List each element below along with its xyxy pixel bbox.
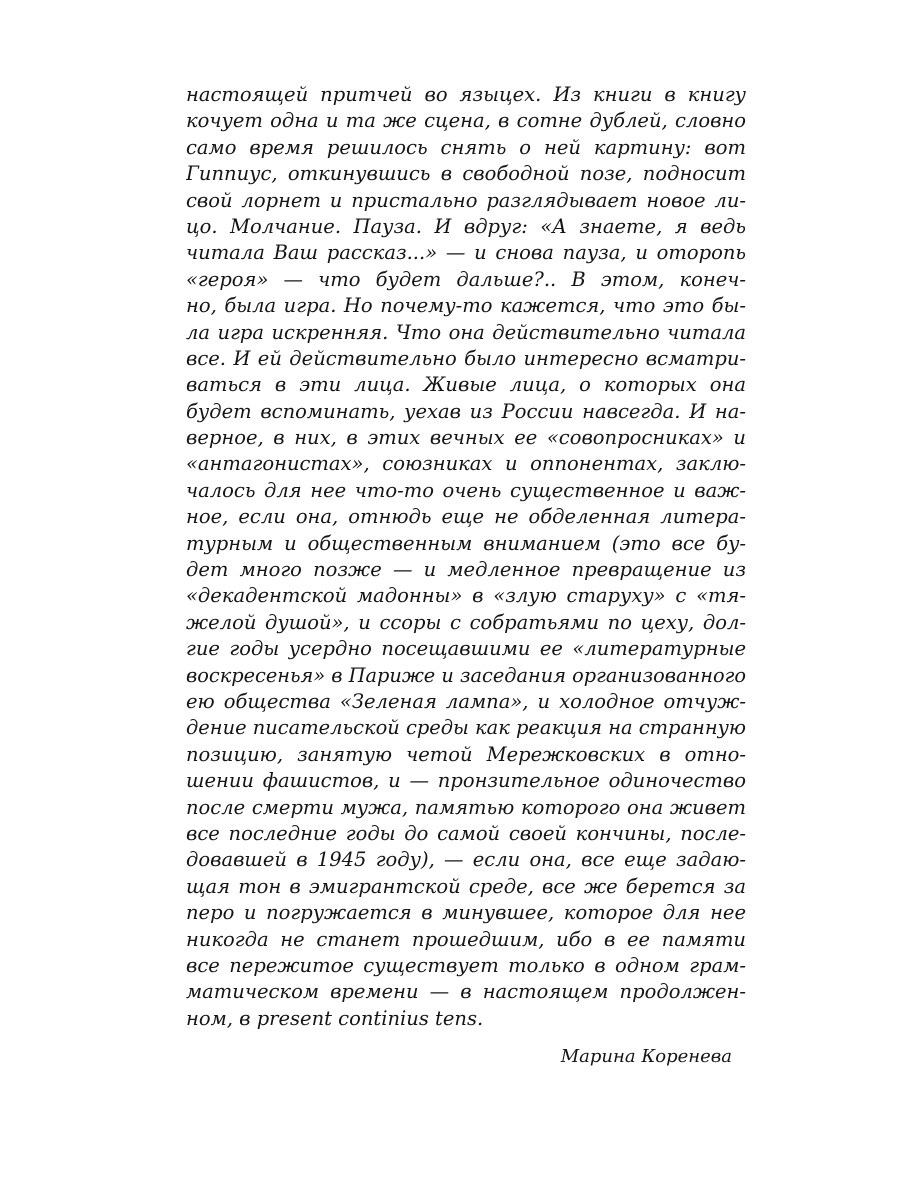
body-text: [186, 82, 746, 1032]
text-line: ею общества «Зеленая лампа», и холодное отчуж-: [186, 689, 746, 713]
text-line: «антагонистах», союзниках и оппонентах, заклю-: [186, 452, 746, 476]
text-line: матическом времени — в настоящем продолжен-: [186, 980, 746, 1004]
text-line: желой душой», и ссоры с собратьями по цеху, дол-: [186, 610, 746, 634]
text-line: гие годы усердно посещавшими ее «литературные: [186, 637, 746, 661]
text-line: все пережитое существует только в одном грам-: [186, 953, 746, 977]
text-line: дет много позже — и медленное превращение из: [186, 558, 746, 582]
text-line: турным и общественным вниманием (это все бу-: [186, 531, 746, 555]
text-line: «декадентской мадонны» в «злую старуху» с «тя-: [186, 584, 746, 608]
text-line: само время решилось снять о ней картину: вот: [186, 135, 746, 159]
text-line: читала Ваш рассказ...» — и снова пауза, и оторопь: [186, 241, 746, 265]
text-line: довавшей в 1945 году), — если она, все еще задаю-: [186, 848, 746, 872]
author-signature: Марина Коренева: [560, 1046, 732, 1067]
text-line: будет вспоминать, уехав из России навсегда. И на-: [186, 399, 746, 423]
text-line: воскресенья» в Париже и заседания организованного: [186, 663, 746, 687]
text-line: щая тон в эмигрантской среде, все же берется за: [186, 874, 746, 898]
text-line: перо и погружается в минувшее, которое для нее: [186, 901, 746, 925]
text-line: после смерти мужа, памятью которого она живет: [186, 795, 746, 819]
text-line: шении фашистов, и — пронзительное одиночество: [186, 769, 746, 793]
text-line: все последние годы до самой своей кончины, после-: [186, 821, 746, 845]
text-line: «героя» — что будет дальше?.. В этом, конеч-: [186, 267, 746, 291]
text-line: ное, если она, отнюдь еще не обделенная литера-: [186, 505, 746, 529]
text-line: позицию, занятую четой Мережковских в отно-: [186, 742, 746, 766]
text-line: кочует одна и та же сцена, в сотне дублей, словно: [186, 109, 746, 133]
text-line: никогда не станет прошедшим, ибо в ее памяти: [186, 927, 746, 951]
text-line: чалось для нее что-то очень существенное и важ-: [186, 478, 746, 502]
text-line: верное, в них, в этих вечных ее «совопросниках» и: [186, 426, 746, 450]
text-line: настоящей притчей во языцех. Из книги в книгу: [186, 83, 746, 106]
text-line: Гиппиус, откинувшись в свободной позе, подносит: [186, 162, 746, 186]
text-line: все. И ей действительно было интересно всматри-: [186, 346, 746, 370]
text-line: ваться в эти лица. Живые лица, о которых она: [186, 373, 746, 397]
text-line: ла игра искренняя. Что она действительно читала: [186, 320, 746, 344]
text-line: ном, в present continius tens.: [186, 1006, 484, 1030]
text-line: дение писательской среды как реакция на странную: [186, 716, 746, 740]
text-line: цо. Молчание. Пауза. И вдруг: «А знаете, я ведь: [186, 214, 746, 238]
text-line: но, была игра. Но почему-то кажется, что это бы-: [186, 294, 746, 318]
text-line: свой лорнет и пристально разглядывает новое ли-: [186, 188, 746, 212]
